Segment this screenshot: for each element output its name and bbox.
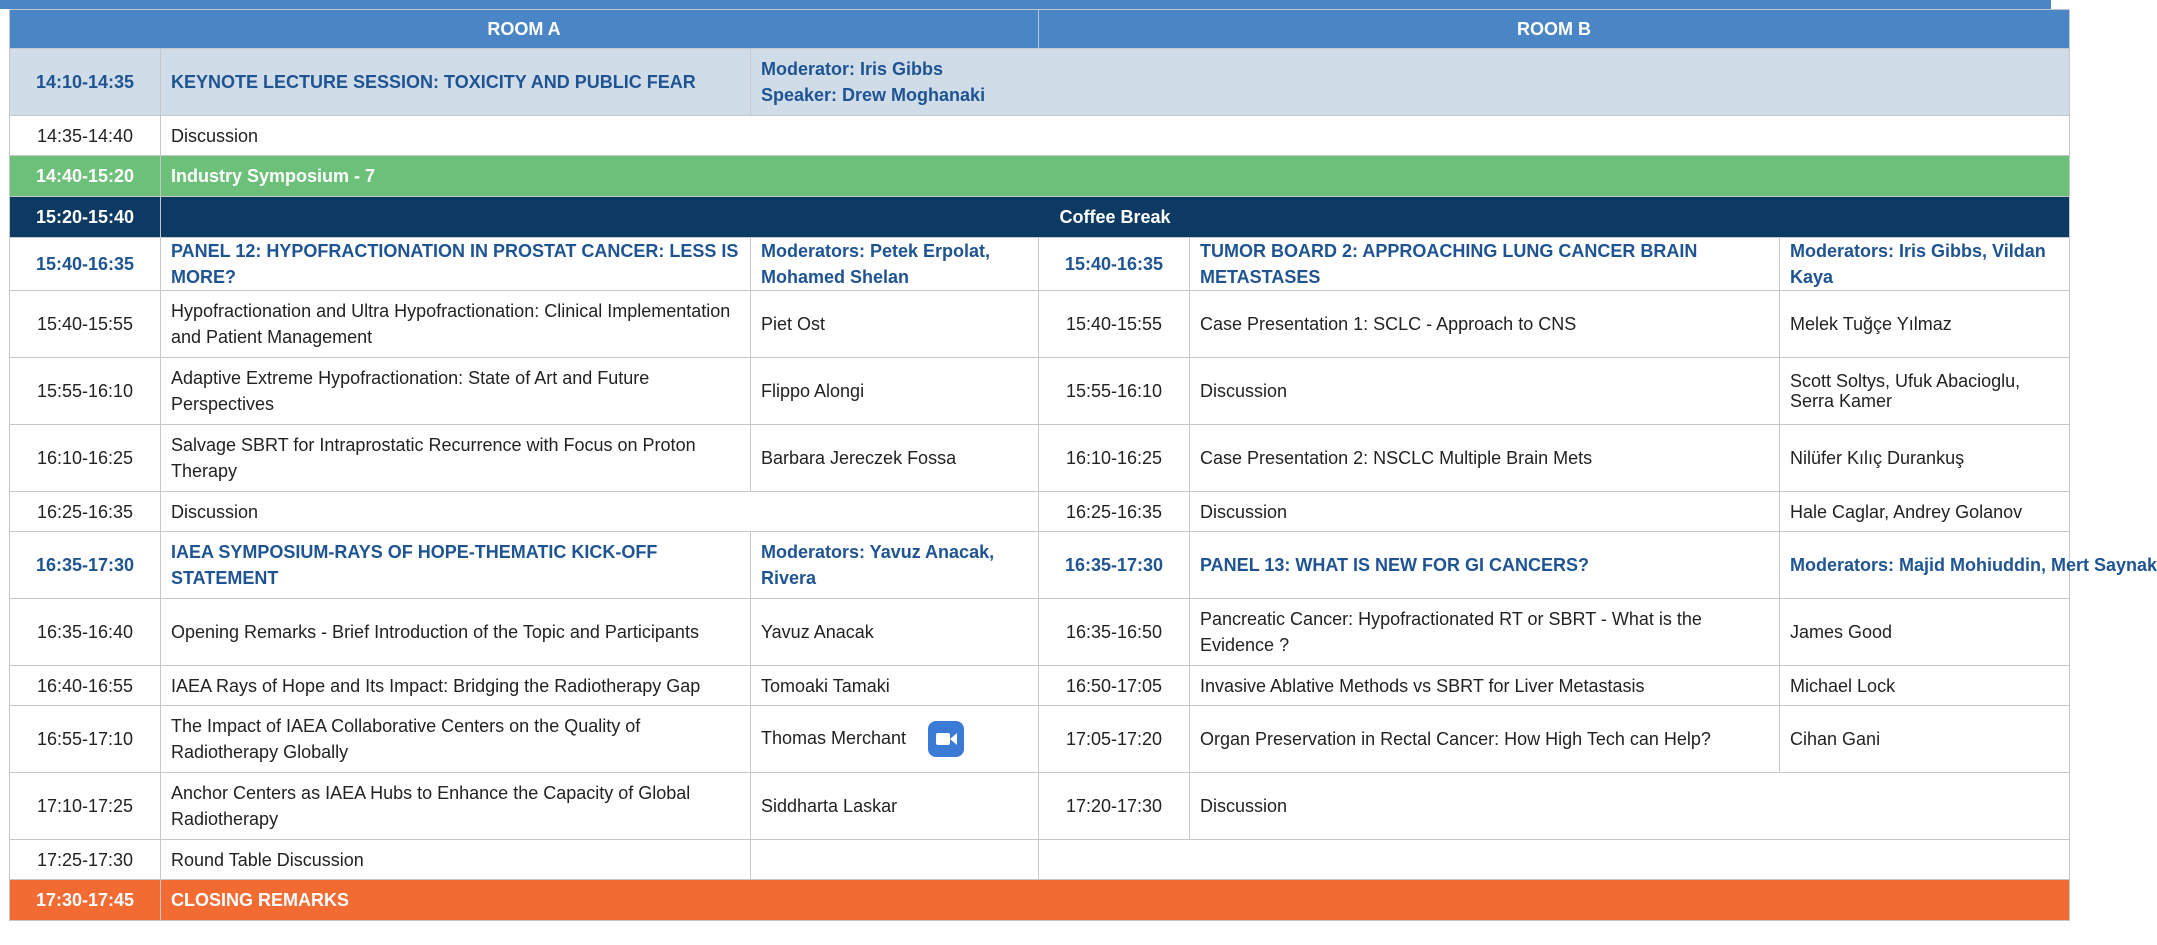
row-title: Discussion [1190, 358, 1780, 425]
row-time: 15:40-15:55 [10, 291, 161, 358]
row-title: Discussion [1190, 773, 2070, 840]
tumor-board-moderators: Moderators: Iris Gibbs, Vildan Kaya [1780, 238, 2070, 291]
keynote-people [751, 49, 2070, 116]
industry-symposium-row [10, 156, 2070, 197]
industry-title: Industry Symposium - 7 [161, 156, 2070, 197]
row-time: 16:10-16:25 [1039, 425, 1190, 492]
coffee-time: 15:20-15:40 [10, 197, 161, 238]
closing-remarks-row [10, 880, 2070, 921]
room-b-header: ROOM B [1039, 10, 2070, 49]
row-title: Case Presentation 1: SCLC - Approach to CNS [1190, 291, 1780, 358]
row-title: IAEA Rays of Hope and Its Impact: Bridging the Radiotherapy Gap [161, 666, 751, 706]
panel12-title: PANEL 12: HYPOFRACTIONATION IN PROSTAT CANCER: LESS IS MORE? [161, 238, 751, 291]
row-time: 17:05-17:20 [1039, 706, 1190, 773]
row-title: Anchor Centers as IAEA Hubs to Enhance the Capacity of Global Radiotherapy [161, 773, 751, 840]
empty-cell [1039, 840, 2070, 880]
row-title: Round Table Discussion [161, 840, 751, 880]
closing-time: 17:30-17:45 [10, 880, 161, 921]
empty-cell [751, 840, 1039, 880]
row-time: 16:25-16:35 [10, 492, 161, 532]
row-speaker: Tomoaki Tamaki [751, 666, 1039, 706]
row-time: 16:35-16:40 [10, 599, 161, 666]
row-speaker: Barbara Jereczek Fossa [751, 425, 1039, 492]
row-speaker: Nilüfer Kılıç Durankuş [1780, 425, 2070, 492]
row-speaker: Hale Caglar, Andrey Golanov [1780, 492, 2070, 532]
row-speaker: Cihan Gani [1780, 706, 2070, 773]
table-row [10, 425, 2070, 492]
row-title: The Impact of IAEA Collaborative Centers on the Quality of Radiotherapy Globally [161, 706, 751, 773]
session-header-row [10, 532, 2070, 599]
row-title: Organ Preservation in Rectal Cancer: How High Tech can Help? [1190, 706, 1780, 773]
coffee-break-row [10, 197, 2070, 238]
closing-title: CLOSING REMARKS [161, 880, 2070, 921]
table-row [10, 840, 2070, 880]
coffee-title: Coffee Break [161, 197, 2070, 238]
row-time: 17:20-17:30 [1039, 773, 1190, 840]
row-time: 16:50-17:05 [1039, 666, 1190, 706]
row-speaker: James Good [1780, 599, 2070, 666]
row-speaker: Michael Lock [1780, 666, 2070, 706]
iaea-time: 16:35-17:30 [10, 532, 161, 599]
panel13-moderators: Moderators: Majid Mohiuddin, Mert Saynak [1780, 532, 2070, 599]
table-row [10, 358, 2070, 425]
tumor-board-title: TUMOR BOARD 2: APPROACHING LUNG CANCER BRAIN METASTASES [1190, 238, 1780, 291]
row-time: 15:55-16:10 [1039, 358, 1190, 425]
row-time: 16:25-16:35 [1039, 492, 1190, 532]
room-header-row [10, 10, 2070, 49]
table-row [10, 773, 2070, 840]
iaea-title: IAEA SYMPOSIUM-RAYS OF HOPE-THEMATIC KICK-OFF STATEMENT [161, 532, 751, 599]
table-row [10, 666, 2070, 706]
row-time: 17:10-17:25 [10, 773, 161, 840]
discussion-title: Discussion [161, 116, 2070, 156]
row-time: 16:35-16:50 [1039, 599, 1190, 666]
row-title: Case Presentation 2: NSCLC Multiple Brain Mets [1190, 425, 1780, 492]
iaea-moderators: Moderators: Yavuz Anacak, Rivera [751, 532, 1039, 599]
panel12-moderators: Moderators: Petek Erpolat, Mohamed Shelan [751, 238, 1039, 291]
top-header-strip [0, 0, 2051, 9]
row-speaker: Piet Ost [751, 291, 1039, 358]
session-header-row [10, 238, 2070, 291]
panel12-time: 15:40-16:35 [10, 238, 161, 291]
row-speaker-cell [751, 706, 1039, 773]
row-title: Invasive Ablative Methods vs SBRT for Liver Metastasis [1190, 666, 1780, 706]
table-row [10, 492, 2070, 532]
panel13-title: PANEL 13: WHAT IS NEW FOR GI CANCERS? [1190, 532, 1780, 599]
row-title: Discussion [1190, 492, 1780, 532]
discussion-time: 14:35-14:40 [10, 116, 161, 156]
row-title: Adaptive Extreme Hypofractionation: State of Art and Future Perspectives [161, 358, 751, 425]
row-time: 15:55-16:10 [10, 358, 161, 425]
row-title: Opening Remarks - Brief Introduction of the Topic and Participants [161, 599, 751, 666]
industry-time: 14:40-15:20 [10, 156, 161, 197]
row-speaker: Siddharta Laskar [751, 773, 1039, 840]
row-speaker: Thomas Merchant [761, 727, 907, 748]
row-speaker: Scott Soltys, Ufuk Abacioglu, Serra Kamer [1780, 358, 2070, 425]
row-time: 16:55-17:10 [10, 706, 161, 773]
tumor-board-time: 15:40-16:35 [1039, 238, 1190, 291]
row-title: Discussion [161, 492, 1039, 532]
discussion-row [10, 116, 2070, 156]
keynote-moderator: Moderator: Iris Gibbs [761, 59, 944, 79]
row-time: 15:40-15:55 [1039, 291, 1190, 358]
panel13-time: 16:35-17:30 [1039, 532, 1190, 599]
row-title: Salvage SBRT for Intraprostatic Recurrence with Focus on Proton Therapy [161, 425, 751, 492]
row-time: 17:25-17:30 [10, 840, 161, 880]
room-a-header: ROOM A [10, 10, 1039, 49]
keynote-time: 14:10-14:35 [10, 49, 161, 116]
row-speaker: Flippo Alongi [751, 358, 1039, 425]
keynote-row [10, 49, 2070, 116]
keynote-title: KEYNOTE LECTURE SESSION: TOXICITY AND PUBLIC FEAR [161, 49, 751, 116]
row-speaker: Yavuz Anacak [751, 599, 1039, 666]
program-table [9, 9, 2157, 921]
table-row [10, 291, 2070, 358]
row-title: Hypofractionation and Ultra Hypofractionation: Clinical Implementation and Patient Management [161, 291, 751, 358]
row-time: 16:40-16:55 [10, 666, 161, 706]
table-row [10, 599, 2070, 666]
row-speaker: Melek Tuğçe Yılmaz [1780, 291, 2070, 358]
table-row [10, 706, 2070, 773]
video-camera-icon[interactable] [928, 721, 964, 757]
row-title: Pancreatic Cancer: Hypofractionated RT or SBRT - What is the Evidence ? [1190, 599, 1780, 666]
keynote-speaker: Speaker: Drew Moghanaki [761, 85, 986, 105]
row-time: 16:10-16:25 [10, 425, 161, 492]
